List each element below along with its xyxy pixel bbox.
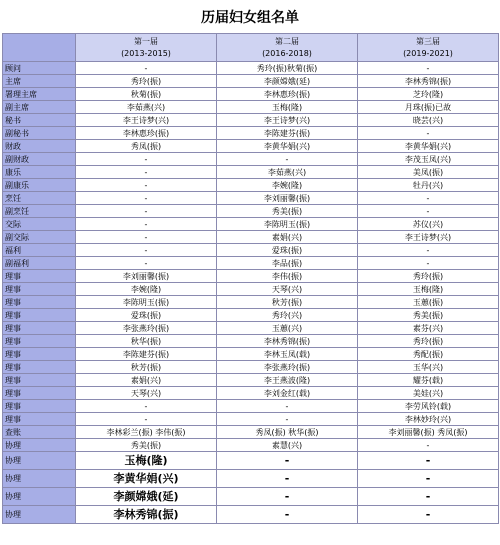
role-cell: 协理 (3, 488, 76, 506)
table-row (3, 75, 499, 88)
term-2-cell: 李颜嫦娥(延) (217, 75, 358, 88)
role-cell: 协理 (3, 439, 76, 452)
table-row (3, 114, 499, 127)
table-row (3, 400, 499, 413)
role-cell: 协理 (3, 506, 76, 524)
role-cell: 副康乐 (3, 179, 76, 192)
term-1-cell: - (76, 179, 217, 192)
term-1-cell: 天琴(兴) (76, 387, 217, 400)
term-1-cell: 李婉(隆) (76, 283, 217, 296)
term-2-cell: - (217, 488, 358, 506)
term-2-cell: 秀玲(振)秋菊(振) (217, 62, 358, 75)
term-2-cell: 李林惠珍(振) (217, 88, 358, 101)
role-cell: 副交际 (3, 231, 76, 244)
term-2-cell: 李刘金红(载) (217, 387, 358, 400)
term-3-cell: 苏仪(兴) (358, 218, 499, 231)
term-1-cell: - (76, 62, 217, 75)
term-1-cell: 李王诗梦(兴) (76, 114, 217, 127)
role-cell: 理事 (3, 296, 76, 309)
table-row (3, 231, 499, 244)
role-cell: 协理 (3, 470, 76, 488)
table-row (3, 387, 499, 400)
term-1-cell: - (76, 166, 217, 179)
term-2-cell: 李张燕玲(振) (217, 361, 358, 374)
role-cell: 理事 (3, 322, 76, 335)
term-3-cell: 素芬(兴) (358, 322, 499, 335)
term-2-cell: 素娟(兴) (217, 231, 358, 244)
term-3-cell: 李林秀锦(振) (358, 75, 499, 88)
term-1-cell: 秀美(振) (76, 439, 217, 452)
term-1-cell: 李黄华娟(兴) (76, 470, 217, 488)
term-2-cell: - (217, 506, 358, 524)
term-1-cell: - (76, 205, 217, 218)
table-row (3, 374, 499, 387)
term-3-cell: - (358, 192, 499, 205)
term-3-cell: - (358, 506, 499, 524)
term-2-cell: 秋芳(振) (217, 296, 358, 309)
term-2-cell: 秀凤(振) 秋华(振) (217, 426, 358, 439)
role-cell: 副财政 (3, 153, 76, 166)
role-cell: 协理 (3, 452, 76, 470)
term-1-cell: 李刘丽馨(振) (76, 270, 217, 283)
term-3-cell: 李劳风铃(载) (358, 400, 499, 413)
term-1-cell: 李林秀锦(振) (76, 506, 217, 524)
table-row (3, 166, 499, 179)
role-cell: 福利 (3, 244, 76, 257)
table-row (3, 205, 499, 218)
term-2-cell: 玉蕙(兴) (217, 322, 358, 335)
table-row (3, 488, 499, 506)
term-2-cell: 李林玉凤(载) (217, 348, 358, 361)
role-cell: 理事 (3, 413, 76, 426)
term-2-cell: 素慧(兴) (217, 439, 358, 452)
table-row (3, 361, 499, 374)
term-3-cell: 月珠(振)已故 (358, 101, 499, 114)
roster-table (2, 33, 499, 524)
role-cell: 副主席 (3, 101, 76, 114)
term-3-cell: 李刘丽馨(振) 秀凤(振) (358, 426, 499, 439)
table-row (3, 127, 499, 140)
term-2-cell: 玉梅(隆) (217, 101, 358, 114)
term-3-cell: 李黄华娟(兴) (358, 140, 499, 153)
term-1-cell: 李林惠珍(振) (76, 127, 217, 140)
term-3-cell: 美凤(振) (358, 166, 499, 179)
term-3-cell: 牡丹(兴) (358, 179, 499, 192)
term-3-cell: - (358, 439, 499, 452)
table-row (3, 179, 499, 192)
term-3-cell: 玉梅(隆) (358, 283, 499, 296)
table-row (3, 452, 499, 470)
table-row (3, 470, 499, 488)
term-3-cell: 玉华(兴) (358, 361, 499, 374)
role-cell: 理事 (3, 335, 76, 348)
term-2-cell: 李刘丽馨(振) (217, 192, 358, 205)
header-term-3 (358, 34, 499, 62)
term-1-cell: 秀玲(振) (76, 75, 217, 88)
role-cell: 顾问 (3, 62, 76, 75)
term-3-cell: 晓芸(兴) (358, 114, 499, 127)
role-cell: 理事 (3, 361, 76, 374)
term-2-cell: 李王诗梦(兴) (217, 114, 358, 127)
table-row (3, 309, 499, 322)
term-1-cell: - (76, 413, 217, 426)
table-row (3, 426, 499, 439)
role-cell: 理事 (3, 374, 76, 387)
role-cell: 查账 (3, 426, 76, 439)
term-1-cell: 李张燕玲(振) (76, 322, 217, 335)
role-cell: 署理主席 (3, 88, 76, 101)
term-2-cell: 李陈建芬(振) (217, 127, 358, 140)
term-1-cell: 秋芳(振) (76, 361, 217, 374)
term-years: (2019-2021) (403, 48, 453, 58)
term-2-cell: - (217, 470, 358, 488)
term-1-cell: 李颜嫦娥(延) (76, 488, 217, 506)
term-1-cell: 秋华(振) (76, 335, 217, 348)
table-row (3, 322, 499, 335)
term-3-cell: 秀美(振) (358, 309, 499, 322)
term-years: (2013-2015) (121, 48, 171, 58)
term-1-cell: 秀凤(振) (76, 140, 217, 153)
term-3-cell: 李王诗梦(兴) (358, 231, 499, 244)
term-name: 第一届 (134, 36, 158, 46)
term-3-cell: - (358, 470, 499, 488)
table-row (3, 101, 499, 114)
role-cell: 烹饪 (3, 192, 76, 205)
term-1-cell: - (76, 231, 217, 244)
term-3-cell: 秀配(振) (358, 348, 499, 361)
term-2-cell: 天琴(兴) (217, 283, 358, 296)
term-3-cell: - (358, 452, 499, 470)
term-2-cell: 秀玲(兴) (217, 309, 358, 322)
term-3-cell: 李林妙玲(兴) (358, 413, 499, 426)
term-1-cell: 李茹燕(兴) (76, 101, 217, 114)
table-row (3, 296, 499, 309)
term-1-cell: 李陈明玉(振) (76, 296, 217, 309)
term-name: 第三届 (416, 36, 440, 46)
term-3-cell: 秀玲(振) (358, 270, 499, 283)
role-cell: 副烹饪 (3, 205, 76, 218)
term-3-cell: 美娃(兴) (358, 387, 499, 400)
term-1-cell: - (76, 153, 217, 166)
role-cell: 理事 (3, 400, 76, 413)
term-3-cell: - (358, 127, 499, 140)
table-row (3, 62, 499, 75)
term-2-cell: - (217, 153, 358, 166)
term-2-cell: 秀美(振) (217, 205, 358, 218)
table-row (3, 270, 499, 283)
role-cell: 财政 (3, 140, 76, 153)
role-cell: 理事 (3, 270, 76, 283)
term-1-cell: - (76, 257, 217, 270)
term-2-cell: - (217, 413, 358, 426)
role-cell: 秘书 (3, 114, 76, 127)
role-cell: 交际 (3, 218, 76, 231)
term-3-cell: - (358, 205, 499, 218)
term-1-cell: 素娟(兴) (76, 374, 217, 387)
term-3-cell: 芝玲(隆) (358, 88, 499, 101)
term-2-cell: 李黄华娟(兴) (217, 140, 358, 153)
term-3-cell: - (358, 257, 499, 270)
term-2-cell: 爱珠(振) (217, 244, 358, 257)
term-2-cell: 李茹燕(兴) (217, 166, 358, 179)
table-row (3, 244, 499, 257)
header-corner (3, 34, 76, 62)
role-cell: 康乐 (3, 166, 76, 179)
table-row (3, 153, 499, 166)
term-2-cell: - (217, 452, 358, 470)
term-2-cell: 李伟(振) (217, 270, 358, 283)
role-cell: 理事 (3, 283, 76, 296)
term-1-cell: 爱珠(振) (76, 309, 217, 322)
table-row (3, 218, 499, 231)
role-cell: 主席 (3, 75, 76, 88)
role-cell: 理事 (3, 348, 76, 361)
table-row (3, 257, 499, 270)
table-row (3, 283, 499, 296)
table-row (3, 413, 499, 426)
role-cell: 理事 (3, 387, 76, 400)
term-2-cell: - (217, 400, 358, 413)
term-3-cell: 玉蕙(振) (358, 296, 499, 309)
table-row (3, 192, 499, 205)
term-3-cell: 耀芬(载) (358, 374, 499, 387)
term-1-cell: 李陈建芬(振) (76, 348, 217, 361)
term-1-cell: - (76, 400, 217, 413)
term-1-cell: - (76, 192, 217, 205)
term-name: 第二届 (275, 36, 299, 46)
roster-body (3, 62, 499, 524)
term-1-cell: 玉梅(隆) (76, 452, 217, 470)
term-2-cell: 李婉(隆) (217, 179, 358, 192)
term-3-cell: - (358, 488, 499, 506)
term-2-cell: 李陈明玉(振) (217, 218, 358, 231)
table-row (3, 439, 499, 452)
role-cell: 副秘书 (3, 127, 76, 140)
term-3-cell: 李茂玉凤(兴) (358, 153, 499, 166)
term-3-cell: - (358, 62, 499, 75)
role-cell: 副福利 (3, 257, 76, 270)
term-2-cell: 李王燕波(隆) (217, 374, 358, 387)
role-cell: 理事 (3, 309, 76, 322)
term-1-cell: - (76, 244, 217, 257)
table-row (3, 506, 499, 524)
header-term-2 (217, 34, 358, 62)
table-row (3, 88, 499, 101)
table-row (3, 140, 499, 153)
header-term-1 (76, 34, 217, 62)
table-row (3, 335, 499, 348)
term-3-cell: 秀玲(振) (358, 335, 499, 348)
term-2-cell: 李品(振) (217, 257, 358, 270)
term-years: (2016-2018) (262, 48, 312, 58)
term-1-cell: 李林彩兰(振) 李伟(振) (76, 426, 217, 439)
table-row (3, 348, 499, 361)
term-3-cell: - (358, 244, 499, 257)
page-title: 历届妇女组名单 (201, 10, 299, 26)
header-row (3, 34, 499, 62)
term-2-cell: 李林秀锦(振) (217, 335, 358, 348)
term-1-cell: - (76, 218, 217, 231)
term-1-cell: 秋菊(振) (76, 88, 217, 101)
